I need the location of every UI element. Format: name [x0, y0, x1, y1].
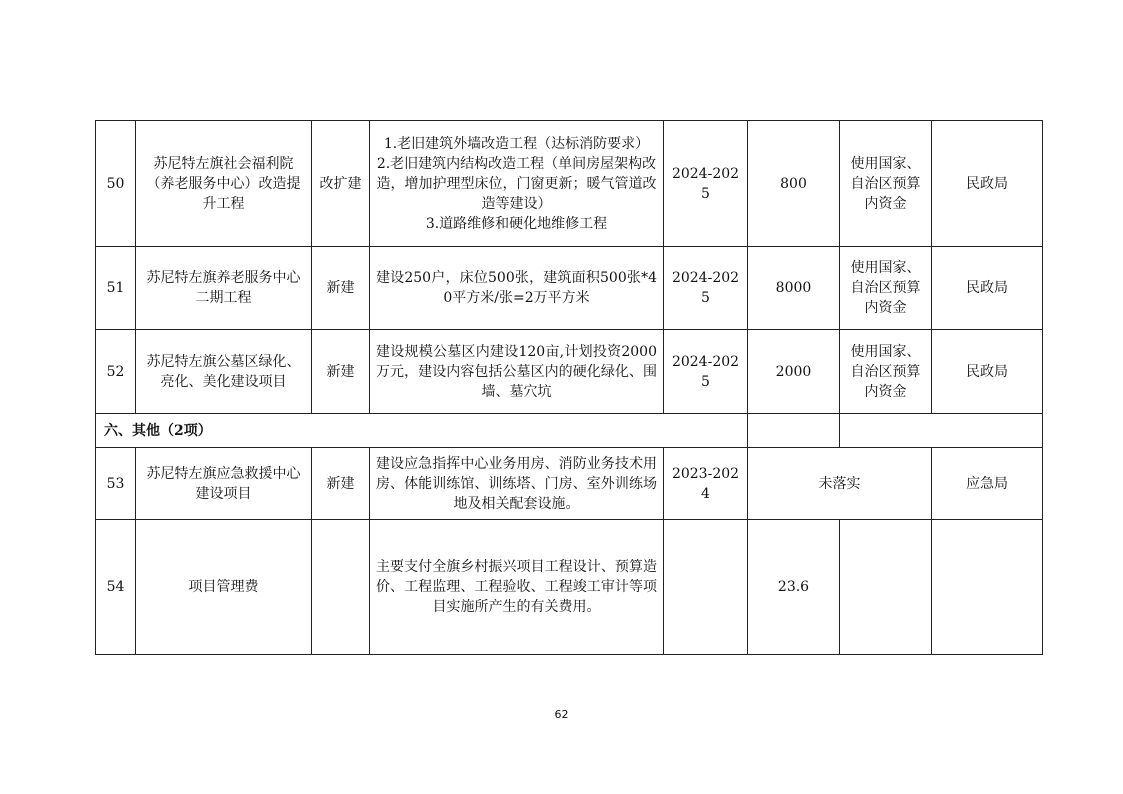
- funding-source: 使用国家、自治区预算内资金: [840, 247, 932, 330]
- funding-source: [840, 520, 932, 655]
- section-row: [96, 414, 1043, 448]
- row-number: 53: [96, 448, 136, 520]
- responsible-department: 民政局: [932, 247, 1043, 330]
- construction-type: [312, 520, 370, 655]
- construction-type: 改扩建: [312, 121, 370, 247]
- construction-period: 2024-2025: [664, 121, 748, 247]
- project-name: 苏尼特左旗养老服务中心二期工程: [136, 247, 312, 330]
- row-number: 51: [96, 247, 136, 330]
- construction-type: 新建: [312, 247, 370, 330]
- responsible-department: 民政局: [932, 121, 1043, 247]
- content-line: 3.道路维修和硬化地维修工程: [425, 215, 608, 232]
- page-number: 62: [554, 708, 569, 721]
- construction-period: 2024-2025: [664, 247, 748, 330]
- table-row: [96, 121, 1043, 247]
- funding-source: 使用国家、自治区预算内资金: [840, 121, 932, 247]
- construction-period: [664, 520, 748, 655]
- funding-source: 未落实: [748, 448, 932, 520]
- construction-content: 建设规模公墓区内建设120亩,计划投资2000万元，建设内容包括公墓区内的硬化绿化、围墙、墓穴坑: [370, 330, 664, 414]
- section-title: 六、其他（2项）: [96, 414, 748, 448]
- construction-content: 主要支付全旗乡村振兴项目工程设计、预算造价、工程监理、工程验收、工程竣工审计等项目实施所产生的有关费用。: [370, 520, 664, 655]
- project-name: 苏尼特左旗应急救援中心建设项目: [136, 448, 312, 520]
- investment-amount: 800: [748, 121, 840, 247]
- responsible-department: [932, 520, 1043, 655]
- funding-source: 使用国家、自治区预算内资金: [840, 330, 932, 414]
- project-name: 项目管理费: [136, 520, 312, 655]
- table-row: [96, 247, 1043, 330]
- construction-period: 2024-2025: [664, 330, 748, 414]
- construction-content: 建设250户，床位500张，建筑面积500张*40平方米/张=2万平方米: [370, 247, 664, 330]
- row-number: 50: [96, 121, 136, 247]
- table-row: [96, 520, 1043, 655]
- content-line: 2.老旧建筑内结构改造工程（单间房屋架构改造，增加护理型床位，门窗更新；暖气管道改造等建设）: [376, 155, 657, 212]
- project-name: 苏尼特左旗社会福利院（养老服务中心）改造提升工程: [136, 121, 312, 247]
- table-row: [96, 448, 1043, 520]
- construction-period: 2023-2024: [664, 448, 748, 520]
- investment-amount: 8000: [748, 247, 840, 330]
- row-number: 54: [96, 520, 136, 655]
- empty-cell: [840, 414, 1043, 448]
- empty-cell: [748, 414, 840, 448]
- project-table: [95, 120, 1043, 655]
- project-name: 苏尼特左旗公墓区绿化、亮化、美化建设项目: [136, 330, 312, 414]
- responsible-department: 应急局: [932, 448, 1043, 520]
- construction-type: 新建: [312, 448, 370, 520]
- construction-content: 建设应急指挥中心业务用房、消防业务技术用房、体能训练馆、训练塔、门房、室外训练场地及相关配套设施。: [370, 448, 664, 520]
- table-row: [96, 330, 1043, 414]
- construction-content: [370, 121, 664, 247]
- responsible-department: 民政局: [932, 330, 1043, 414]
- investment-amount: 2000: [748, 330, 840, 414]
- investment-amount: 23.6: [748, 520, 840, 655]
- content-line: 1.老旧建筑外墙改造工程（达标消防要求）: [383, 135, 650, 152]
- row-number: 52: [96, 330, 136, 414]
- construction-type: 新建: [312, 330, 370, 414]
